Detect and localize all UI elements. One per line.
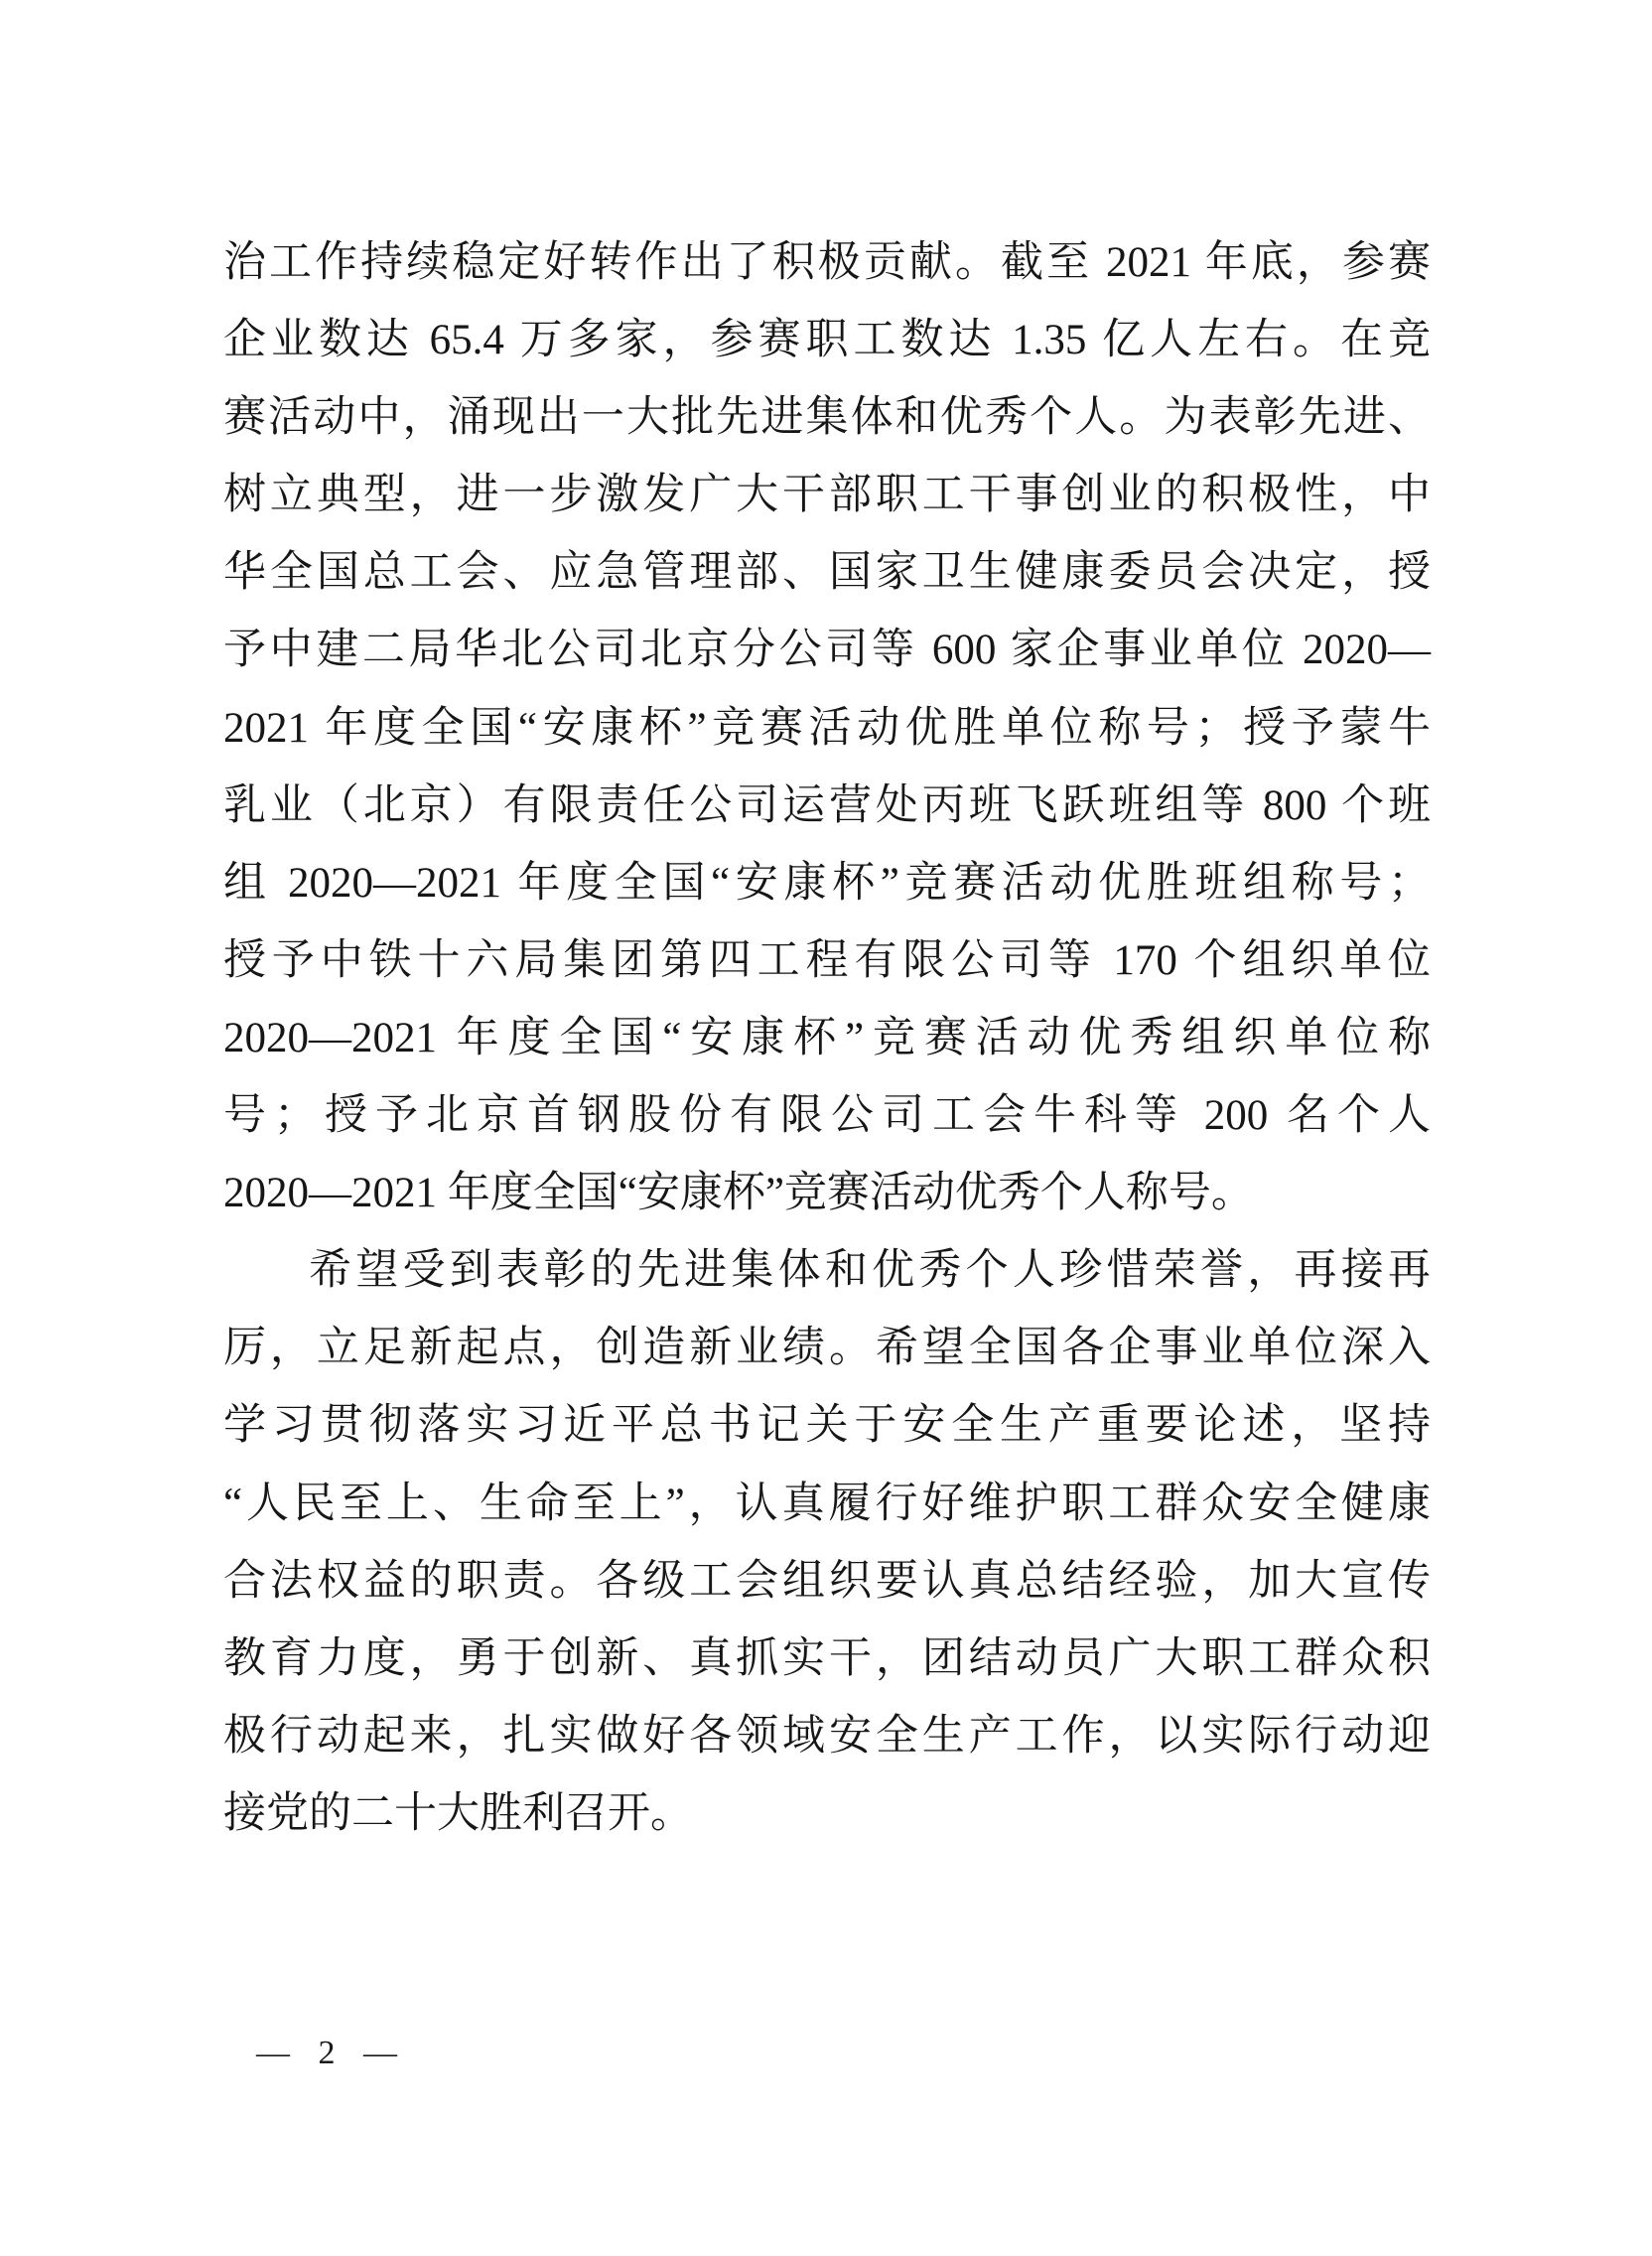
text-line: 授予中铁十六局集团第四工程有限公司等 170 个组织单位 bbox=[223, 936, 1431, 984]
text-line: 2020—2021 年度全国“安康杯”竞赛活动优秀组织单位称 bbox=[223, 1014, 1431, 1061]
text-line: 教育力度，勇于创新、真抓实干，团结动员广大职工群众积 bbox=[223, 1634, 1431, 1682]
text-line: 接党的二十大胜利召开。 bbox=[223, 1789, 693, 1837]
text-line: 予中建二局华北公司北京分公司等 600 家企事业单位 2020— bbox=[223, 627, 1431, 674]
text-line: 华全国总工会、应急管理部、国家卫生健康委员会决定，授 bbox=[223, 549, 1431, 597]
text-line: 乳业（北京）有限责任公司运营处丙班飞跃班组等 800 个班 bbox=[223, 781, 1431, 829]
text-line: 学习贯彻落实习近平总书记关于安全生产重要论述，坚持 bbox=[223, 1402, 1431, 1450]
text-line: 树立典型，进一步激发广大干部职工干事创业的积极性，中 bbox=[223, 472, 1431, 519]
text-line: 希望受到表彰的先进集体和优秀个人珍惜荣誉，再接再 bbox=[309, 1247, 1431, 1295]
text-line: 号；授予北京首钢股份有限公司工会牛科等 200 名个人 bbox=[223, 1092, 1431, 1140]
page-number: — 2 — bbox=[256, 2035, 398, 2071]
text-line: 组 2020—2021 年度全国“安康杯”竞赛活动优胜班组称号； bbox=[223, 859, 1431, 907]
text-line: “人民至上、生命至上”，认真履行好维护职工群众安全健康 bbox=[223, 1480, 1431, 1527]
text-line: 治工作持续稳定好转作出了积极贡献。截至 2021 年底，参赛 bbox=[223, 239, 1431, 286]
text-line: 赛活动中，涌现出一大批先进集体和优秀个人。为表彰先进、 bbox=[223, 394, 1431, 442]
text-line: 厉，立足新起点，创造新业绩。希望全国各企事业单位深入 bbox=[223, 1325, 1431, 1372]
text-line: 2021 年度全国“安康杯”竞赛活动优胜单位称号；授予蒙牛 bbox=[223, 704, 1431, 752]
text-line: 极行动起来，扎实做好各领域安全生产工作，以实际行动迎 bbox=[223, 1712, 1431, 1760]
text-line: 企业数达 65.4 万多家，参赛职工数达 1.35 亿人左右。在竞 bbox=[223, 317, 1431, 364]
text-line: 2020—2021 年度全国“安康杯”竞赛活动优秀个人称号。 bbox=[223, 1170, 1254, 1217]
body-text bbox=[223, 224, 1431, 1853]
text-line: 合法权益的职责。各级工会组织要认真总结经验，加大宣传 bbox=[223, 1557, 1431, 1605]
